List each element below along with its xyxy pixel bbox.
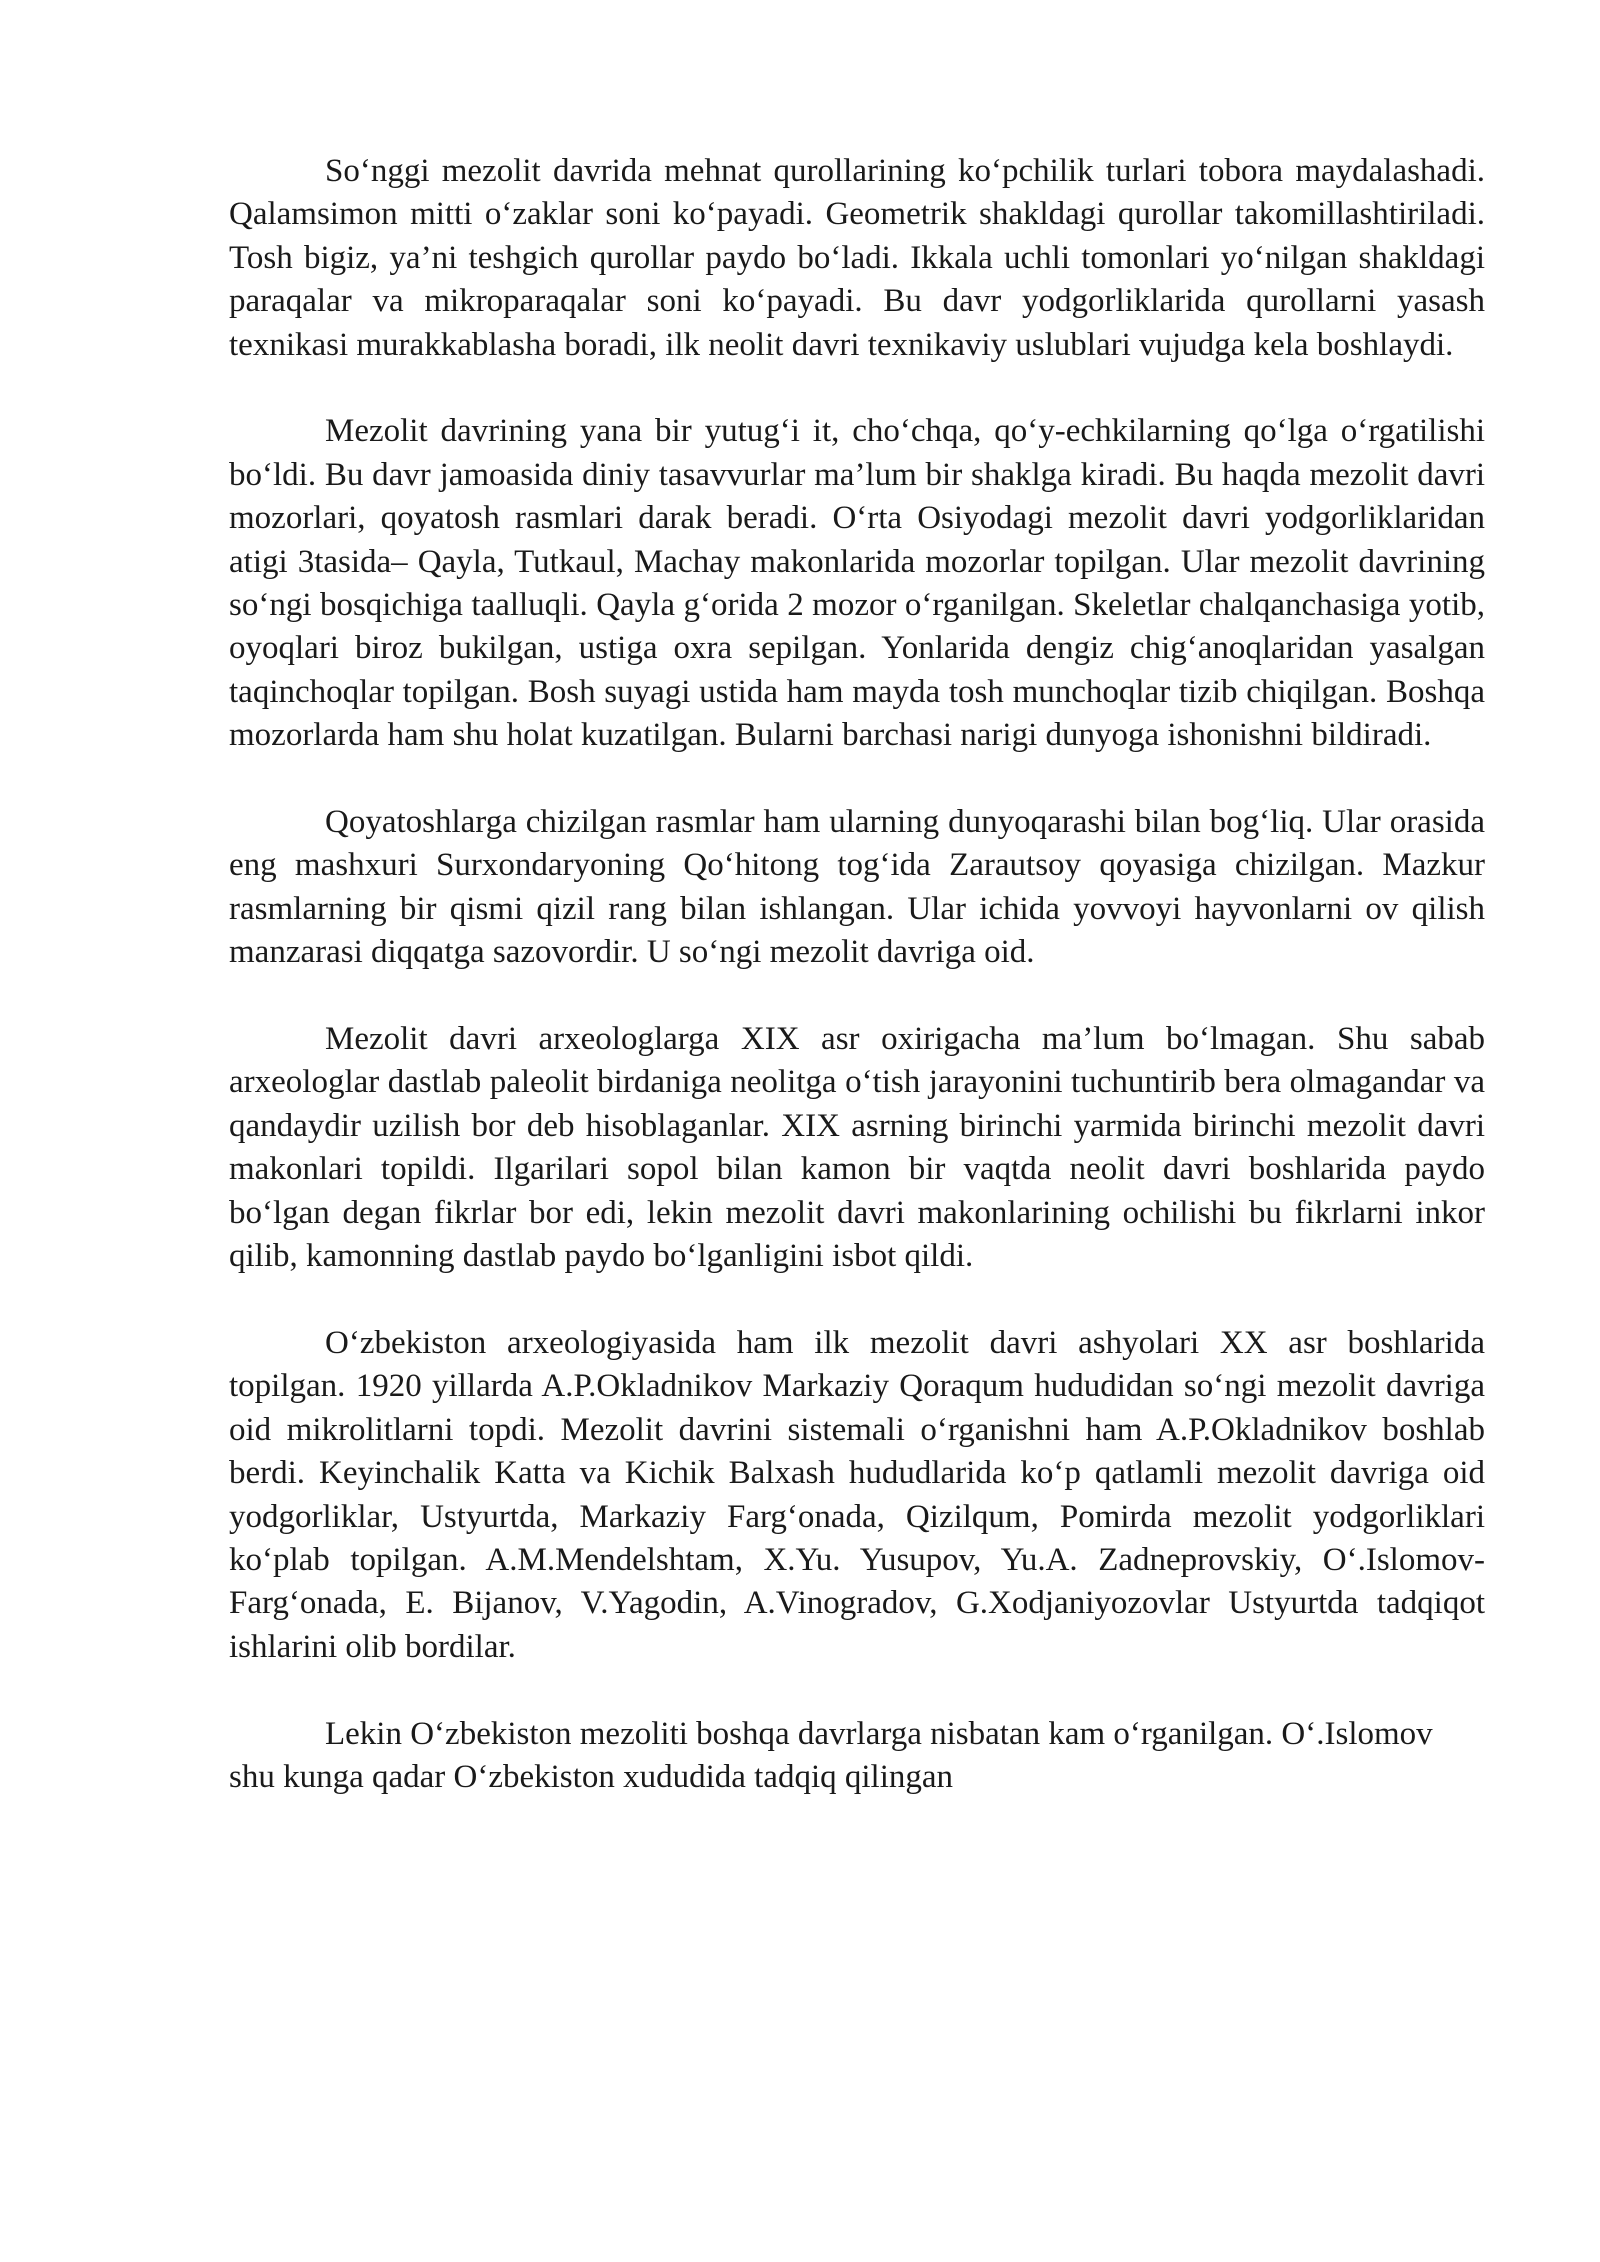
paragraph-uzbekistan-archaeology: O‘zbekiston arxeologiyasida ham ilk mezolit davri ashyolari XX asr boshlarida topilgan. 1920 yillarda A.P.Okladnikov Markaziy Qoraqum hududidan so‘ngi mezolit davriga oid mikrolitlarni topdi. Mezolit davrini sistemali o‘rganishni ham A.P.Okladnikov boshlab berdi. Keyinchalik Katta va Kichik Balxash hududlarida ko‘p qatlamli mezolit davriga oid yodgorliklar, Ustyurtda, Markaziy Farg‘onada, Qizilqum, Pomirda mezolit yodgorliklari ko‘plab topilgan. A.M.Mendelshtam, X.Yu. Yusupov, Yu.A. Zadneprovskiy, O‘.Islomov-Farg‘onada, E. Bijanov, V.Yagodin, A.Vinogradov, G.Xodjaniyozovlar Ustyurtda tadqiqot ishlarini olib bordilar. — [229, 1324, 1485, 1665]
paragraph-mesolithic-discovery: Mezolit davri arxeologlarga XIX asr oxirigacha ma’lum bo‘lmagan. Shu sabab arxeologlar dastlab paleolit birdaniga neolitga o‘tish jarayonini tuchuntirib bera olmagandar va qandaydir uzilish bor deb hisoblaganlar. XIX asrning birinchi yarmida birinchi mezolit davri makonlari topildi. Ilgarilari sopol bilan kamon bir vaqtda neolit davri boshlarida paydo bo‘lgan degan fikrlar bor edi, lekin mezolit davri makonlarining ochilishi bu fikrlarni inkor qilib, kamonning dastlab paydo bo‘lganligini isbot qildi. — [229, 1021, 1485, 1275]
paragraph-late-mesolithic-tools: So‘nggi mezolit davrida mehnat qurollarining ko‘pchilik turlari tobora maydalashadi. Qalamsimon mitti o‘zaklar soni ko‘payadi. Geometrik shakldagi qurollar takomillashtiriladi. Tosh bigiz, ya’ni teshgich qurollar paydo bo‘ladi. Ikkala uchli tomonlari yo‘nilgan shakldagi paraqalar va mikroparaqalar soni ko‘payadi. Bu davr yodgorliklarida qurollarni yasash texnikasi murakkablasha boradi, ilk neolit davri texnikaviy uslublari vujudga kela boshlaydi. — [229, 153, 1485, 363]
paragraph-rock-drawings: Qoyatoshlarga chizilgan rasmlar ham ularning dunyoqarashi bilan bog‘liq. Ular orasida eng mashxuri Surxondaryoning Qo‘hitong tog‘ida Zarautsoy qoyasiga chizilgan. Mazkur rasmlarning bir qismi qizil rang bilan ishlangan. Ular ichida yovvoyi hayvonlarni ov qilish manzarasi diqqatga sazovordir. U so‘ngi mezolit davriga oid. — [229, 804, 1485, 971]
paragraph-uzbekistan-mesolithic: Lekin O‘zbekiston mezoliti boshqa davrlarga nisbatan kam o‘rganilgan. O‘.Islomov shu kunga qadar O‘zbekiston xududida tadqiq qilingan — [229, 1715, 1433, 1795]
paragraph-mesolithic-achievements: Mezolit davrining yana bir yutug‘i it, cho‘chqa, qo‘y-echkilarning qo‘lga o‘rgatilishi bo‘ldi. Bu davr jamoasida diniy tasavvurlar ma’lum bir shaklga kiradi. Bu haqda mezolit davri mozorlari, qoyatosh rasmlari darak beradi. O‘rta Osiyodagi mezolit davri yodgorliklaridan atigi 3tasida– Qayla, Tutkaul, Machay makonlarida mozorlar topilgan. Ular mezolit davrining so‘ngi bosqichiga taalluqli. Qayla g‘orida 2 mozor o‘rganilgan. Skeletlar chalqanchasiga yotib, oyoqlari biroz bukilgan, ustiga oxra sepilgan. Yonlarida dengiz chig‘anoqlaridan yasalgan taqinchoqlar topilgan. Bosh suyagi ustida ham mayda tosh munchoqlar tizib chiqilgan. Boshqa mozorlarda ham shu holat kuzatilgan. Bularni barchasi narigi dunyoga ishonishni bildiradi. — [229, 413, 1485, 754]
document-body — [229, 150, 1485, 1799]
